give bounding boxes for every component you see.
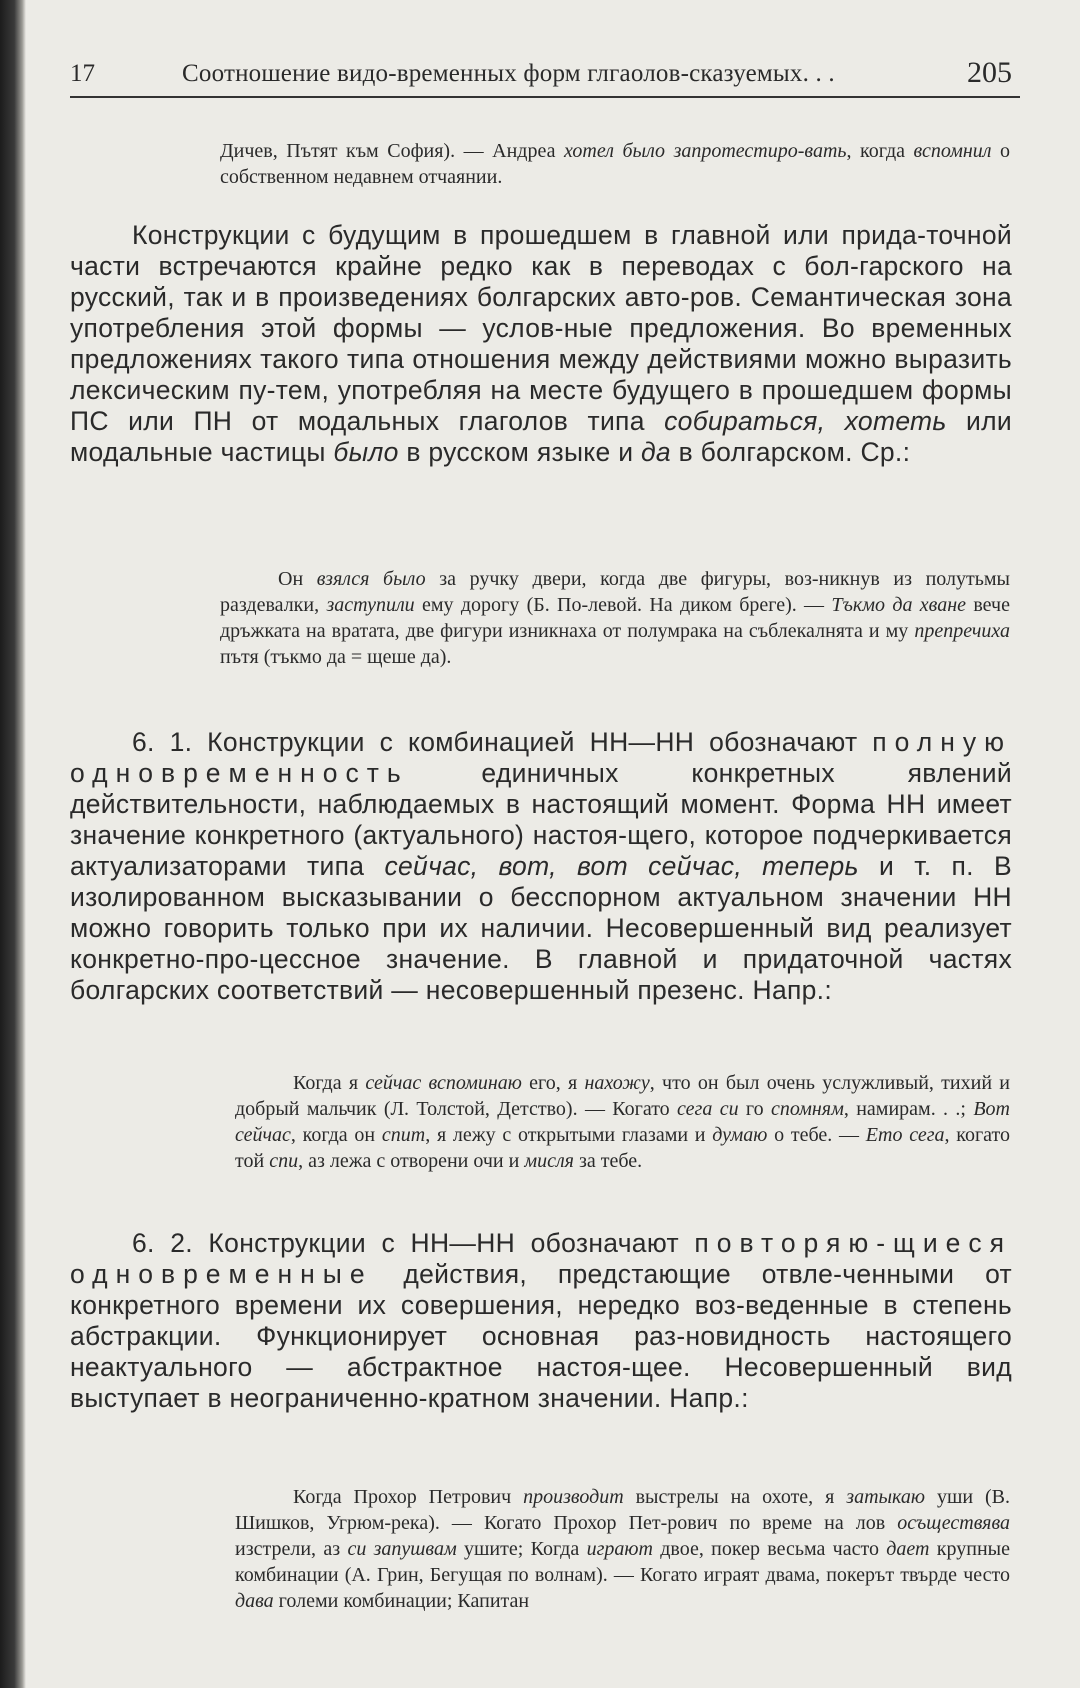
example-quote-4: Когда Прохор Петрович производит выстрелы на охоте, я затыкаю уши (В. Шишков, Угрюм-река). — Когато Прохор Пет-рович по време на лов осъществява изстрели, аз си запушвам ушите; Когда играют двое, покер весьма часто дает крупные комбинации (А. Грин, Бегущая по волнам). — Когато играят двама, покерът твърде често дава големи комбинации; Капитан (235, 1486, 1010, 1612)
left-page-number: 17 (70, 60, 95, 87)
right-page-number: 205 (967, 56, 1012, 89)
paragraph-future-in-past: Конструкции с будущим в прошедшем в главной или прида-точной части встречаются крайне редко как в переводах с бол-гарского на русский, так и в произведениях болгарских авто-ров. Семантическая зона употребления этой формы — услов-ные предложения. Во временных предложениях такого типа отношения между действиями можно выразить лексическим пу-тем, употребляя на месте будущего в прошедшем формы ПС или ПН от модальных глаголов типа собираться, хотеть или модальные частицы было в русском языке и да в болгарском. Ср.: (70, 220, 1012, 467)
section-6-2-paragraph: 6. 2. Конструкции с НН—НН обозначают повторяю-щиеся одновременные действия, предстающие отвле-ченными от конкретного времени их совершения, нередко воз-веденные в степень абстракции. Функционирует основная раз-новидность настоящего неактуального — абстрактное настоя-щее. Несовершенный вид выступает в неограниченно-кратном значении. Напр.: (70, 1228, 1012, 1413)
book-page (70, 0, 1020, 1688)
section-6-1-paragraph: 6. 1. Конструкции с комбинацией НН—НН обозначают полную одновременность единичных конкретных явлений действительности, наблюдаемых в настоящий момент. Форма НН имеет значение конкретного (актуального) настоя-щего, которое подчеркивается актуализаторами типа сейчас, вот, вот сейчас, теперь и т. п. В изолированном высказывании о бесспорном актуальном значении НН можно говорить только при их наличии. Несовершенный вид реализует конкретно-про-цессное значение. В главной и придаточной частях болгарских соответствий — несовершенный презенс. Напр.: (70, 727, 1012, 1005)
page-header (70, 56, 1020, 98)
running-title: Соотношение видо-временных форм глгаолов-сказуемых. . . (182, 60, 835, 87)
example-quote-3: Когда я сейчас вспоминаю его, я нахожу, что он был очень услужливый, тихий и добрый мальчик (Л. Толстой, Детство). — Когато сега си го спомням, намирам. . .; Вот сейчас, когда он спит, я лежу с открытыми глазами и думаю о тебе. — Ето сега, когато той спи, аз лежа с отворени очи и мисля за тебе. (235, 1072, 1011, 1172)
example-quote-1: Дичев, Пътят към София). — Андреа хотел было запротестиро-вать, когда вспомнил о собственном недавнем отчаянии. (220, 140, 1011, 188)
book-spine-shadow (0, 0, 26, 1688)
example-quote-2: Он взялся было за ручку двери, когда две фигуры, воз-никнув из полутьмы раздевалки, заступили ему дорогу (Б. По-левой. На диком бреге). — Тъкмо да хване вече дръжката на вратата, две фигури изникнаха от полумрака на съблекалнята и му препречиха пътя (тъкмо да = щеше да). (220, 568, 1010, 668)
